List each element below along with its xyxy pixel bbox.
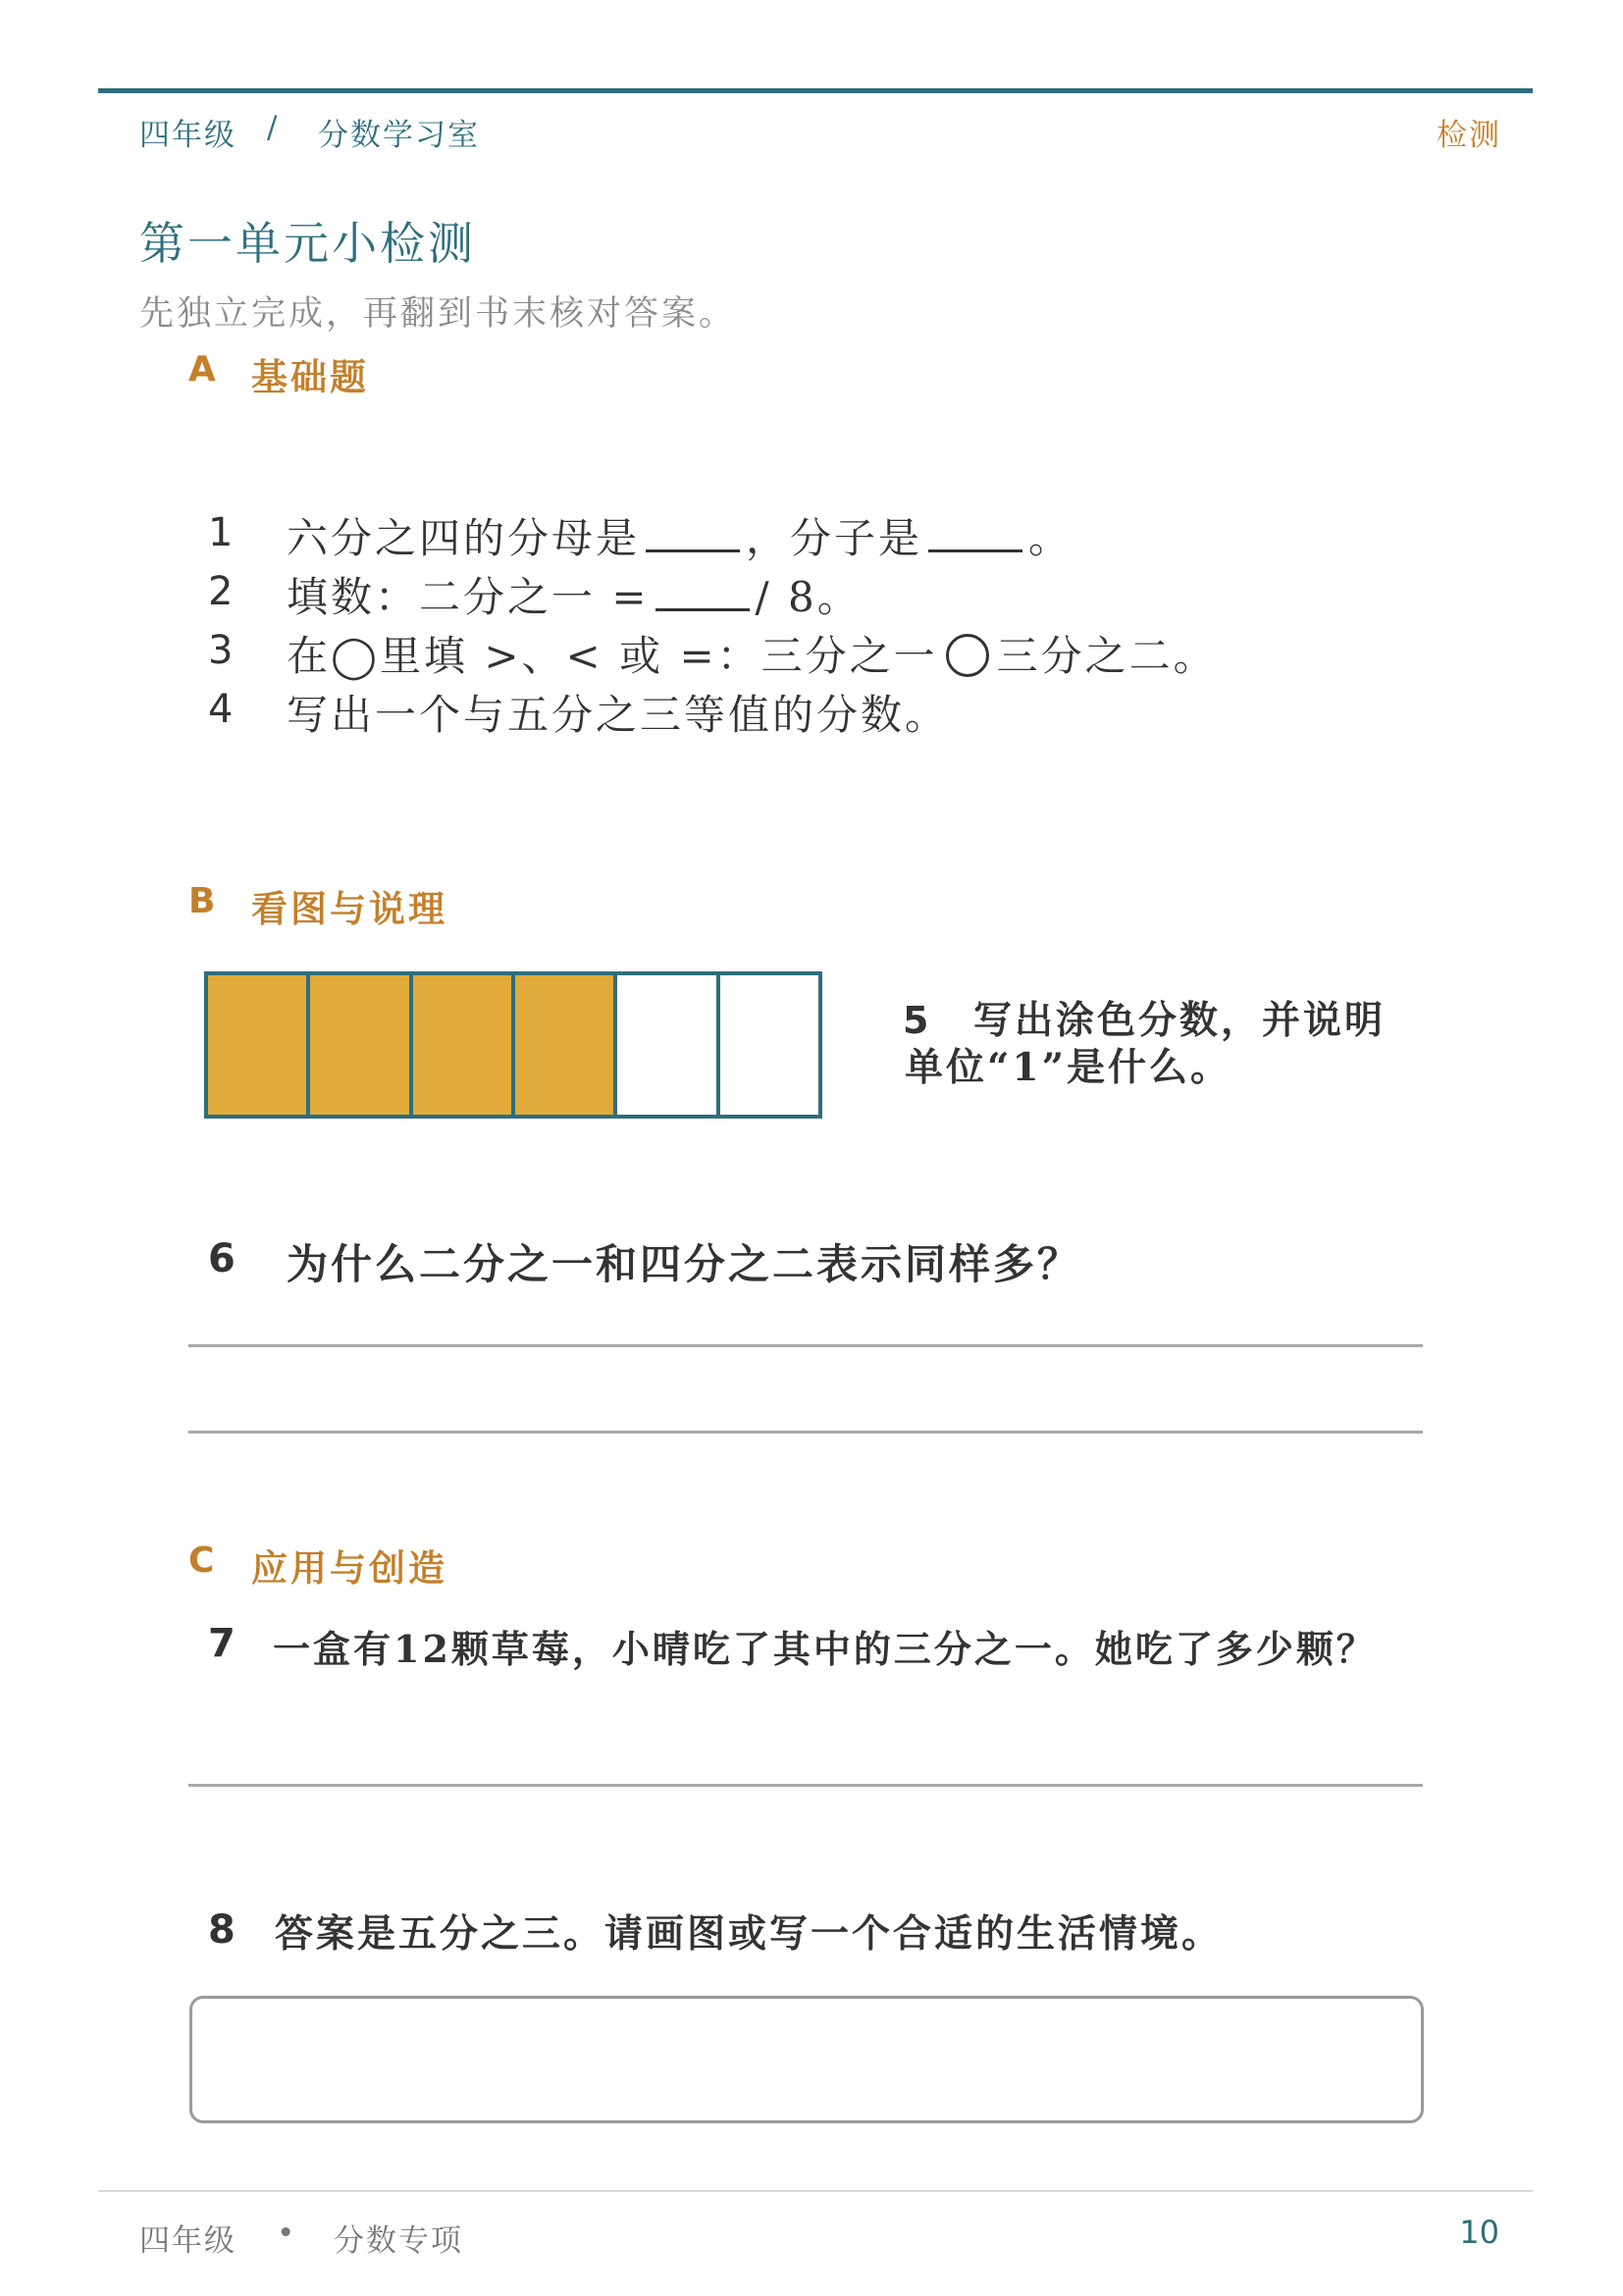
question-3-number: 3 [208,628,234,673]
fraction-part-unshaded [720,975,818,1115]
header-grade: 四年级 [139,118,236,153]
answer-blank[interactable] [655,575,750,611]
fraction-bar [204,971,822,1119]
fraction-part-shaded [515,975,617,1115]
fraction-part-unshaded [617,975,719,1115]
question-2-text-a: 填数：二分之一 = [287,573,650,621]
answer-line[interactable] [188,1344,1423,1347]
question-3-text-a: 在◯里填 >、< 或 =：三分之一 [287,632,938,680]
question-8-text: 答案是五分之三。请画图或写一个合适的生活情境。 [275,1911,1224,1957]
question-1-number: 1 [208,510,234,555]
question-1-text-a: 六分之四的分母是 [287,514,641,562]
footer-grade: 四年级 [139,2223,236,2259]
question-1-text-c: 。 [1028,514,1073,562]
footer-rule [98,2190,1533,2192]
section-c-title: 应用与创造 [251,1546,447,1590]
question-6-text: 为什么二分之一和四分之二表示同样多？ [287,1240,1082,1288]
answer-box[interactable] [189,1996,1424,2123]
header-rule [98,88,1533,93]
question-5-line-2: 单位“1”是什么。 [905,1045,1232,1090]
question-5-number: 5 [903,999,929,1042]
question-2-text-b: / 8。 [755,573,862,621]
question-3-text-b: 三分之二。 [996,632,1218,680]
answer-line[interactable] [188,1784,1423,1787]
question-7-text: 一盒有12颗草莓，小晴吃了其中的三分之一。她吃了多少颗？ [273,1627,1377,1671]
page-title: 第一单元小检测 [139,217,476,270]
answer-blank[interactable] [928,516,1022,552]
question-7-number: 7 [208,1621,236,1666]
compare-circle[interactable] [946,634,989,677]
section-c-letter: C [188,1540,215,1581]
question-1 [287,506,1073,565]
question-4-text: 写出一个与五分之三等值的分数。 [287,691,950,739]
fraction-part-shaded [208,975,310,1115]
page-subtitle: 先独立完成，再翻到书末核对答案。 [139,294,737,334]
header-book-title: 分数学习室 [318,118,480,153]
question-5-line-1: 写出涂色分数，并说明 [973,998,1387,1043]
section-b-letter: B [188,881,216,921]
question-1-text-b: ，分子是 [746,514,923,562]
question-3 [287,624,1218,683]
fraction-part-shaded [413,975,515,1115]
header-section-label: 检测 [1437,118,1501,153]
page-number: 10 [1459,2214,1499,2251]
question-6-number: 6 [208,1236,236,1281]
question-4-number: 4 [208,687,234,732]
question-2-number: 2 [208,569,234,614]
question-2 [287,565,862,624]
answer-blank[interactable] [646,516,740,552]
answer-line[interactable] [188,1431,1423,1434]
fraction-part-shaded [310,975,412,1115]
footer-topic: 分数专项 [334,2223,463,2259]
section-b-title: 看图与说理 [251,887,447,930]
header-separator: / [267,110,280,145]
section-a-title: 基础题 [251,355,369,398]
section-a-letter: A [188,349,216,390]
question-8-number: 8 [208,1907,236,1953]
footer-dot: • [277,2216,297,2251]
